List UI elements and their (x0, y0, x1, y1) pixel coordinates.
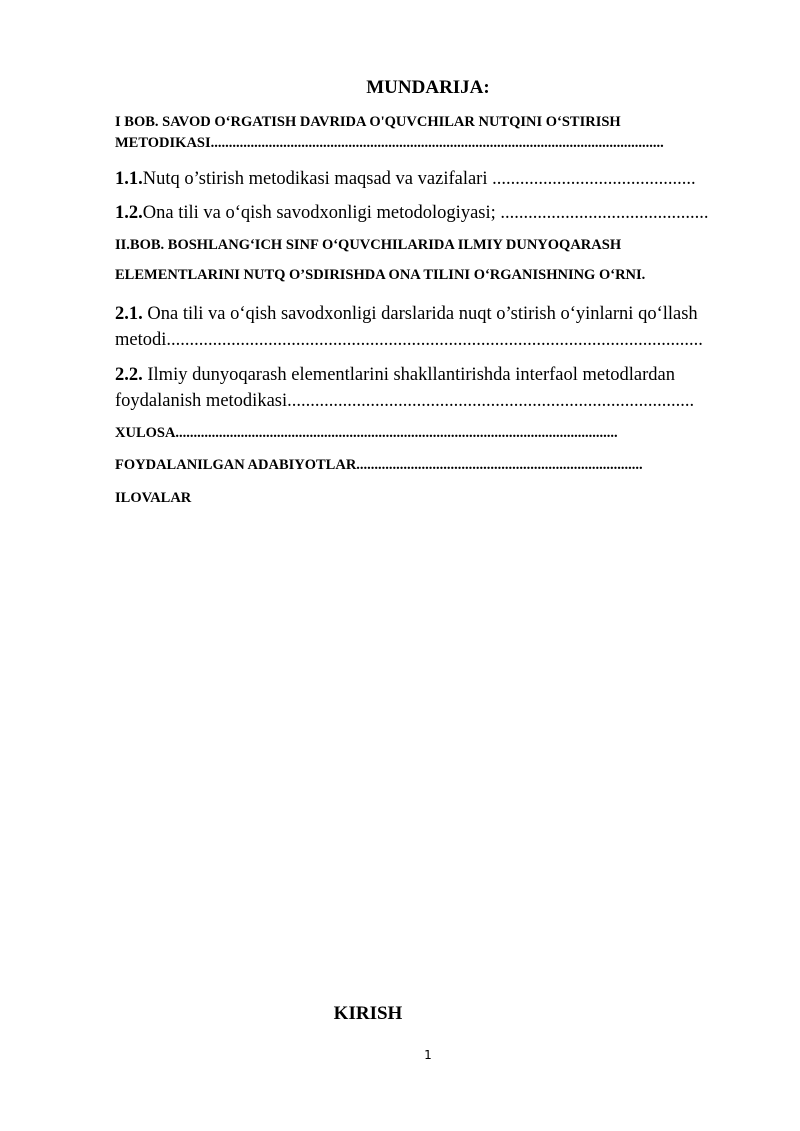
toc-section-1-1 (115, 166, 725, 193)
toc-section-1-2 (115, 200, 725, 227)
toc-xulosa: XULOSA.......................................................................................................................... (115, 425, 618, 441)
toc-section-2-1-text: Ona tili va o‘qish savodxonligi darslarida nuqt o’stirish o‘yinlarni qo‘llash (142, 304, 698, 324)
toc-chapter-1-line-2: METODIKASI............................................................................................................................. (115, 135, 664, 151)
toc-section-2-1-line-2: metodi.................................................................................................................... (115, 330, 703, 350)
toc-chapter-2-prefix: II (115, 237, 127, 253)
toc-section-1-1-text: Nutq o’stirish metodikasi maqsad va vazifalari ............................................ (142, 169, 696, 189)
toc-foydalanilgan-adabiyotlar: FOYDALANILGAN ADABIYOTLAR............................................................................... (115, 457, 643, 473)
toc-title: MUNDARIJA: (366, 77, 490, 98)
toc-section-2-1-number: 2.1. (115, 304, 143, 324)
toc-section-2-2-line-2: foydalanish metodikasi........................................................................................ (115, 391, 695, 411)
toc-chapter-2-title: .BOB. BOSHLANG‘ICH SINF O‘QUVCHILARIDA ILMIY DUNYOQARASH (126, 237, 622, 253)
toc-section-2-2-number: 2.2. (115, 365, 143, 385)
page-number: 1 (424, 1048, 432, 1062)
toc-section-1-2-text: Ona tili va o‘qish savodxonligi metodologiyasi; ............................................. (142, 203, 709, 223)
toc-section-1-2-number: 1.2. (115, 203, 143, 223)
toc-section-1-1-number: 1.1. (115, 169, 143, 189)
toc-chapter-2-line-2: ELEMENTLARINI NUTQ O’SDIRISHDA ONA TILINI O‘RGANISHNING O‘RNI. (115, 267, 646, 283)
toc-section-2-2-text: Ilmiy dunyoqarash elementlarini shakllantirishda interfaol metodlardan (142, 365, 675, 385)
toc-chapter-1-line-1: I BOB. SAVOD O‘RGATISH DAVRIDA O'QUVCHILAR NUTQINI O‘STIRISH (115, 114, 621, 130)
toc-chapter-2-line-1 (115, 233, 725, 257)
toc-section-2-1-line-1 (115, 301, 725, 328)
toc-section-2-2-line-1 (115, 362, 725, 389)
kirish-heading: KIRISH (333, 1003, 403, 1024)
toc-ilovalar: ILOVALAR (115, 490, 192, 506)
